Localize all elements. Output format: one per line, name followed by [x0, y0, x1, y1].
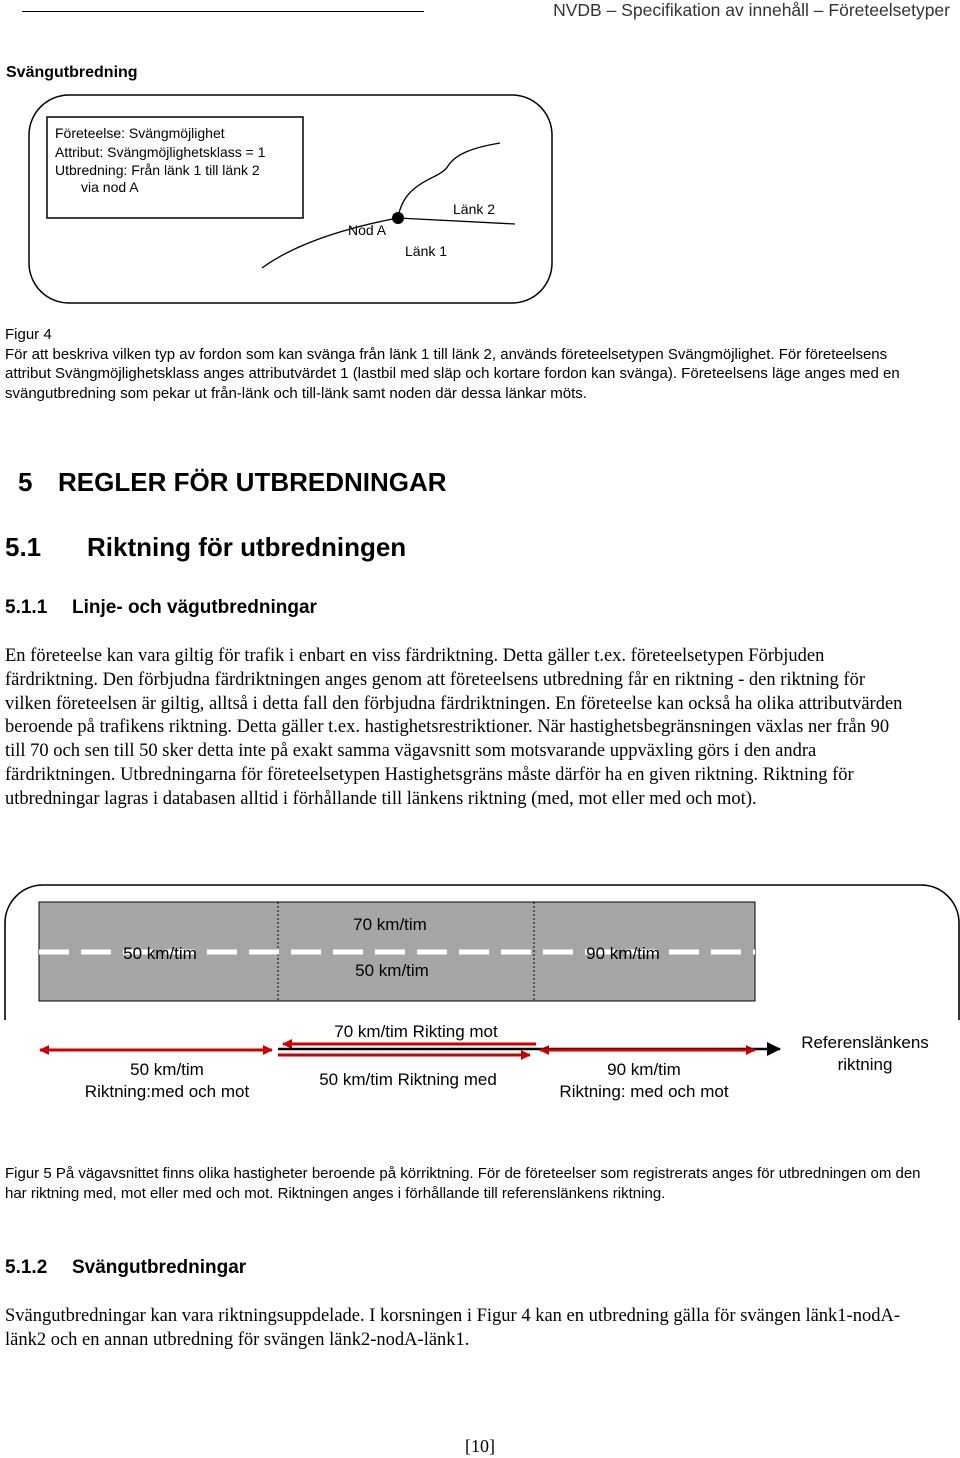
info-line-2: Attribut: Svängmöjlighetsklass = 1	[55, 144, 266, 160]
node-a-marker	[392, 212, 404, 224]
line-right-label-2: Riktning: med och mot	[559, 1082, 729, 1101]
link-1-label: Länk 1	[405, 243, 448, 259]
heading-3-a-title: Linje- och vägutbredningar	[72, 597, 317, 618]
heading-1-title: REGLER FÖR UTBREDNINGAR	[58, 467, 447, 497]
road-mid-top-speed: 70 km/tim	[353, 915, 427, 934]
road-mid-bottom-speed: 50 km/tim	[355, 961, 429, 980]
heading-3-b	[5, 1257, 246, 1279]
heading-2-title: Riktning för utbredningen	[87, 532, 407, 562]
heading-1-number: 5	[18, 467, 33, 497]
reference-label-1: Referenslänkens	[801, 1033, 929, 1052]
line-mid-bottom-label: 50 km/tim Riktning med	[319, 1070, 497, 1089]
heading-1	[18, 467, 447, 498]
road-left-speed: 50 km/tim	[123, 944, 197, 963]
heading-2	[5, 532, 406, 563]
line-left-label-2: Riktning:med och mot	[84, 1082, 250, 1101]
heading-3-a-number: 5.1.1	[5, 597, 48, 618]
figure-5-caption: Figur 5 På vägavsnittet finns olika hastigheter beroende på körriktning. För de företeelser som registrerats anges för utbredningen om den har riktning med, mot eller med och mot. Riktningen anges i förhållande till referenslänkens riktning.	[5, 1165, 921, 1202]
figure-5	[0, 880, 960, 1020]
heading-2-number: 5.1	[5, 532, 42, 562]
figure-4	[0, 90, 960, 310]
info-line-3: Utbredning: Från länk 1 till länk 2	[55, 162, 260, 178]
link-2-line	[398, 218, 515, 224]
link-2-label: Länk 2	[453, 201, 496, 217]
body-paragraph-2: Svängutbredningar kan vara riktningsuppdelade. I korsningen i Figur 4 kan en utbredning gälla för svängen länk1-nodA-länk2 och en annan utbredning för svängen länk2-nodA-länk1.	[5, 1306, 900, 1350]
road-right-speed: 90 km/tim	[586, 944, 660, 963]
heading-3-b-title: Svängutbredningar	[72, 1257, 247, 1278]
line-right-label-1: 90 km/tim	[607, 1060, 681, 1079]
line-mid-top-label: 70 km/tim Rikting mot	[334, 1022, 498, 1041]
heading-3-b-number: 5.1.2	[5, 1257, 48, 1278]
info-line-1: Företeelse: Svängmöjlighet	[55, 125, 225, 141]
info-line-4: via nod A	[81, 179, 139, 195]
body-paragraph-1: En företeelse kan vara giltig för trafik i enbart en viss färdriktning. Detta gäller t.ex. företeelsetypen Förbjuden färdriktning. Den förbjudna färdriktningen anges genom att företeelsens utbredning får en riktning - den riktning för vilken företeelsen är giltig, alltså i detta fall den förbjudna färdriktningen. En företeelse kan också ha olika attributvärden beroende på trafikens riktning. Detta gäller t.ex. hastighetsrestriktioner. När hastighetsbegränsningen växlas ner från 90 till 70 och sen till 50 sker detta inte på exakt samma vägavsnitt som motsvarande uppväxling görs i den andra färdriktningen. Utbredningarna för företeelsetypen Hastighetsgräns måste därför ha en given riktning. Riktning för utbredningar lagras i databasen alltid i förhållande till länkens riktning (med, mot eller med och mot).	[5, 646, 903, 809]
node-a-label: Nod A	[348, 222, 387, 238]
reference-label-2: riktning	[837, 1055, 893, 1074]
figure-4-caption	[5, 325, 935, 403]
header-rule	[22, 11, 424, 12]
line-left-label-1: 50 km/tim	[130, 1060, 204, 1079]
figure-5-lines	[0, 1015, 960, 1165]
heading-3-a	[5, 597, 317, 619]
figure-4-caption-text: Figur 4 För att beskriva vilken typ av fordon som kan svänga från länk 1 till länk 2, används företeelsetypen Svängmöjlighet. För företeelsens attribut Svängmöjlighetsklass anges attributvärdet 1 (lastbil med släp och kortare fordon kan svänga). Företeelsens läge anges med en svängutbredning som pekar ut från-länk och till-länk samt noden där dessa länkar möts.	[5, 326, 900, 402]
header-title: NVDB – Specifikation av innehåll – Företeelsetyper	[553, 0, 950, 20]
section-label: Svängutbredning	[6, 64, 138, 81]
page-number: [10]	[465, 1436, 495, 1456]
